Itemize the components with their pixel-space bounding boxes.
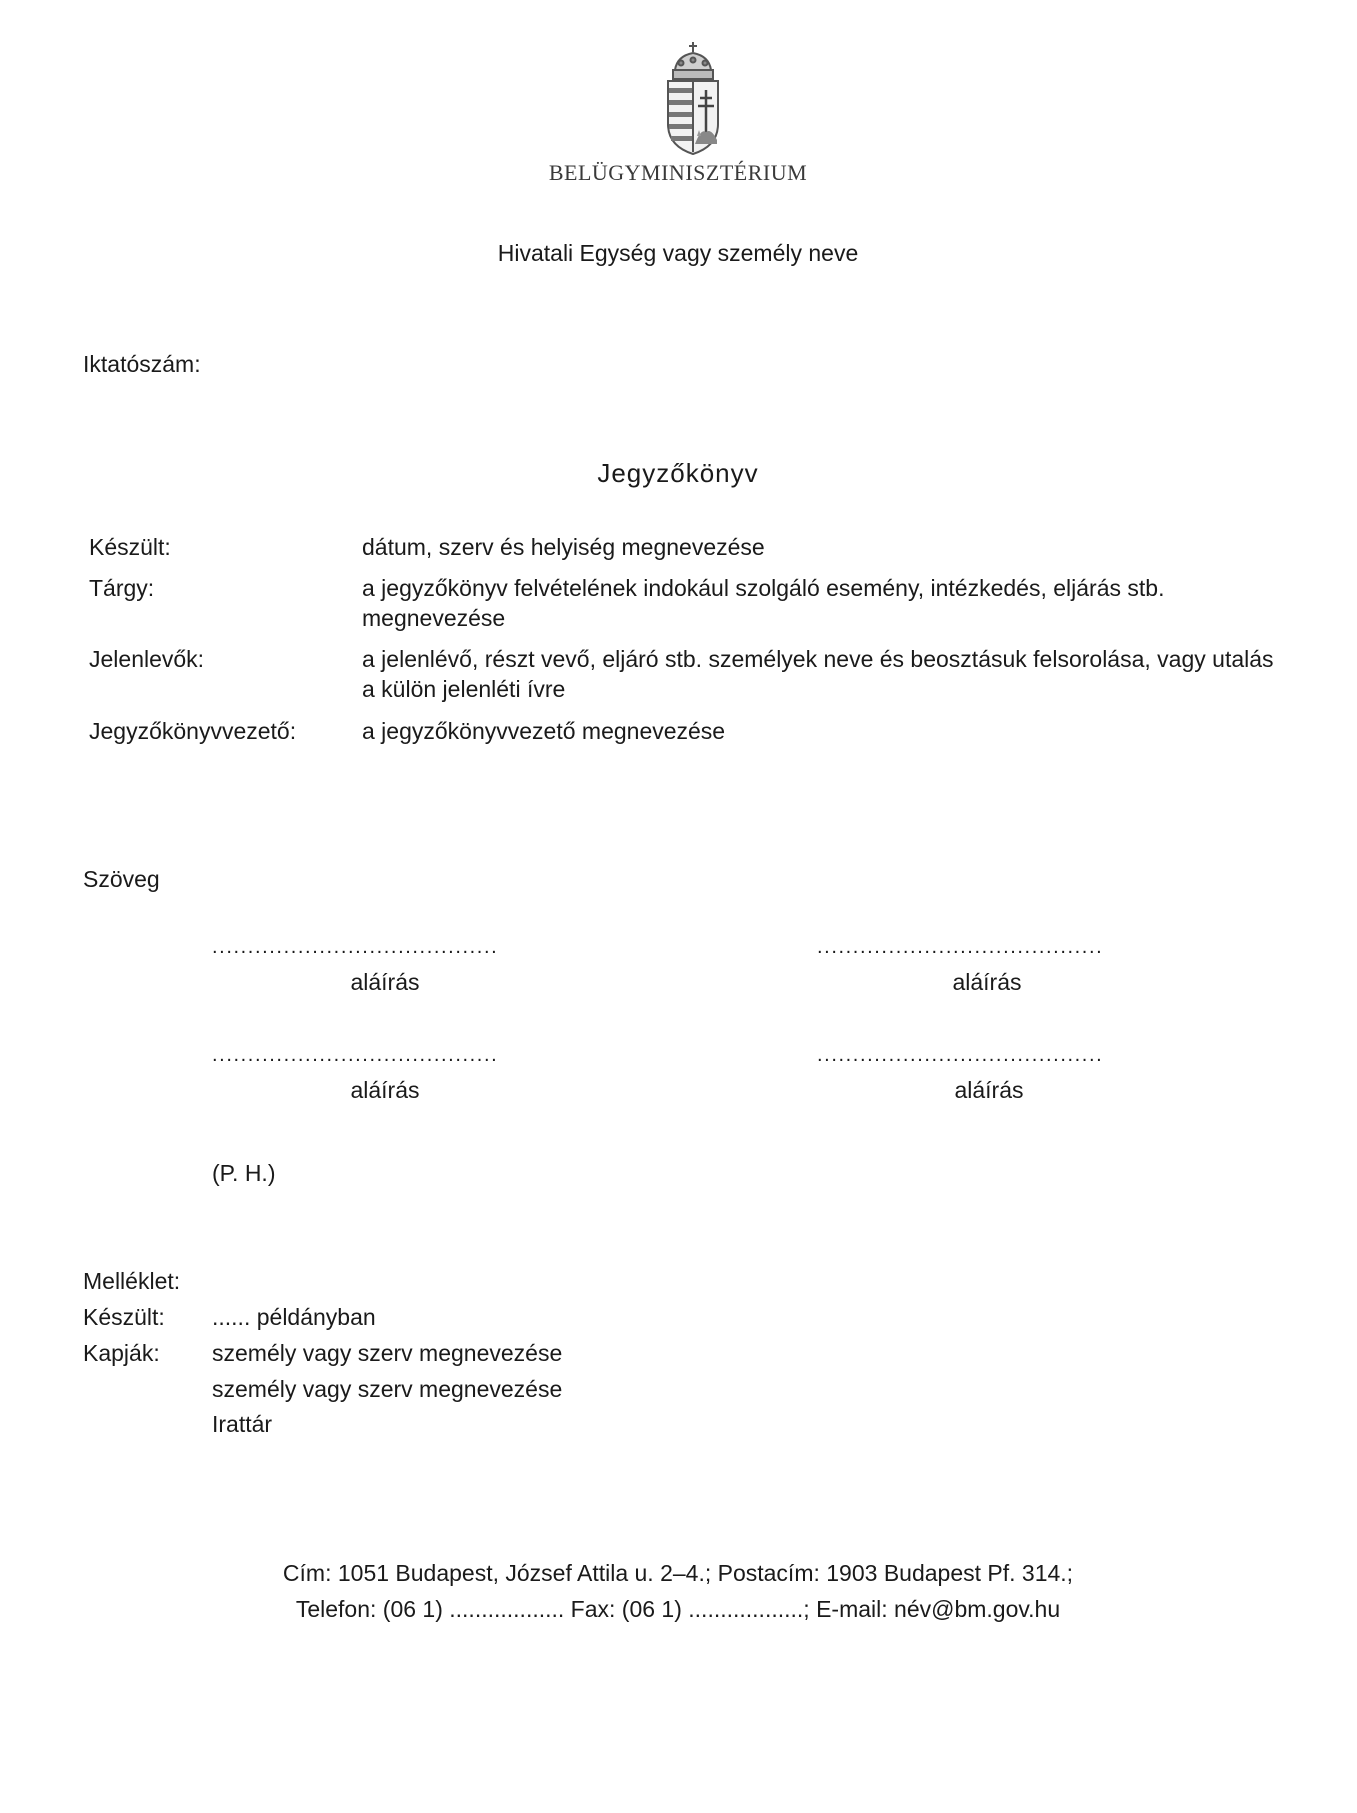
meta-value-attendees-line1: a jelenlévő, részt vevő, eljáró stb. személyek neve és beosztásuk felsorolása, vagy utalás	[362, 646, 1274, 672]
recipients-label: Kapják:	[83, 1340, 160, 1366]
meta-value-created: dátum, szerv és helyiség megnevezése	[362, 534, 765, 560]
meta-value-recorder: a jegyzőkönyvvezető megnevezése	[362, 718, 726, 744]
signature-label: aláírás	[954, 1077, 1024, 1103]
meta-label-created: Készült:	[89, 534, 171, 560]
signature-line: ........................................	[212, 936, 499, 958]
document-title: Jegyzőkönyv	[597, 458, 759, 488]
signature-label: aláírás	[952, 969, 1022, 995]
meta-value-subject-line1: a jegyzőkönyv felvételének indokául szolgáló esemény, intézkedés, eljárás stb.	[362, 575, 1165, 601]
stamp-placeholder: (P. H.)	[212, 1160, 276, 1186]
recipient-item: Irattár	[212, 1411, 273, 1437]
meta-label-subject: Tárgy:	[89, 575, 155, 601]
hungarian-coat-of-arms-icon	[661, 40, 725, 158]
signature-line: ........................................	[817, 936, 1104, 958]
registry-number-label: Iktatószám:	[83, 351, 201, 377]
body-text: Szöveg	[83, 866, 160, 892]
meta-label-recorder: Jegyzőkönyvvezető:	[89, 718, 297, 744]
meta-value-attendees-line2: a külön jelenléti ívre	[362, 676, 566, 702]
meta-label-attendees: Jelenlevők:	[89, 646, 205, 672]
signature-label: aláírás	[350, 1077, 420, 1103]
ministry-name: BELÜGYMINISZTÉRIUM	[548, 160, 808, 185]
attachment-label: Melléklet:	[83, 1268, 181, 1294]
meta-value-subject-line2: megnevezése	[362, 605, 506, 631]
address-line: Cím: 1051 Budapest, József Attila u. 2–4.; Postacím: 1903 Budapest Pf. 314.;	[282, 1560, 1074, 1586]
recipient-item: személy vagy szerv megnevezése	[212, 1376, 563, 1402]
contact-line: Telefon: (06 1) .................. Fax: (06 1) ..................; E-mail: név@bm.gov.hu	[295, 1596, 1061, 1622]
copies-label: Készült:	[83, 1304, 165, 1330]
signature-line: ........................................	[212, 1044, 499, 1066]
copies-value: ...... példányban	[212, 1304, 376, 1330]
signature-line: ........................................	[817, 1044, 1104, 1066]
unit-name: Hivatali Egység vagy személy neve	[497, 240, 859, 266]
signature-label: aláírás	[350, 969, 420, 995]
recipient-item: személy vagy szerv megnevezése	[212, 1340, 563, 1366]
